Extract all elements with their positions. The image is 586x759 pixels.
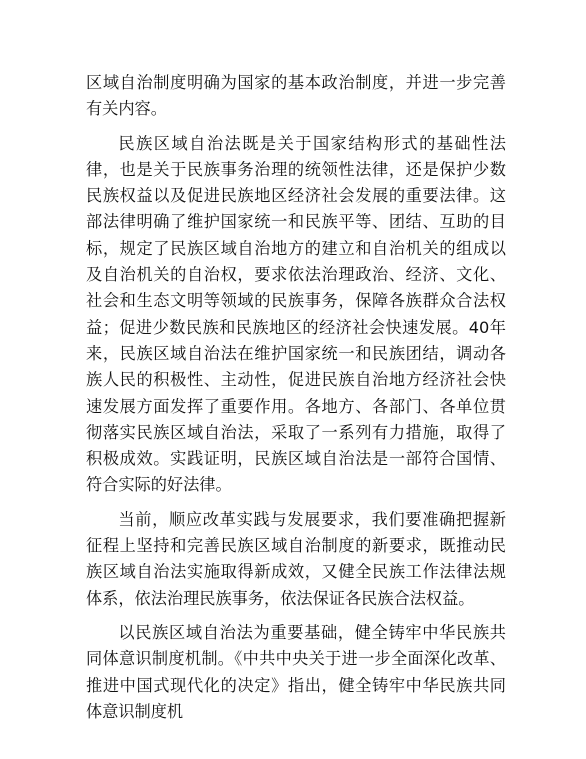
paragraph-community-consciousness: 以民族区域自治法为重要基础，健全铸牢中华民族共同体意识制度机制。《中共中央关于进一步全面深化改革、推进中国式现代化的决定》指出，健全铸牢中华民族共同体意识制度机 <box>86 622 506 721</box>
article-body <box>86 70 506 733</box>
paragraph-continued: 区域自治制度明确为国家的基本政治制度，并进一步完善有关内容。 <box>86 73 506 119</box>
paragraph-current-requirements: 当前，顺应改革实践与发展要求，我们要准确把握新征程上坚持和完善民族区域自治制度的新要求，既推动民族区域自治法实施取得新成效，又健全民族工作法律法规体系，依法治理民族事务，依法保证各民族合法权益。 <box>86 509 506 608</box>
paragraph-autonomy-law: 民族区域自治法既是关于国家结构形式的基础性法律，也是关于民族事务治理的统领性法律，还是保护少数民族权益以及促进民族地区经济社会发展的重要法律。这部法律明确了维护国家统一和民族平等、团结、互助的目标，规定了民族区域自治地方的建立和自治机关的组成以及自治机关的自治权，要求依法治理政治、经济、文化、社会和生态文明等领域的民族事务，保障各族群众合法权益；促进少数民族和民族地区的经济社会快速发展。40年来，民族区域自治法在维护国家统一和民族团结，调动各族人民的积极性、主动性，促进民族自治地方经济社会快速发展方面发挥了重要作用。各地方、各部门、各单位贯彻落实民族区域自治法，采取了一系列有力措施，取得了积极成效。实践证明，民族区域自治法是一部符合国情、符合实际的好法律。 <box>86 133 506 495</box>
